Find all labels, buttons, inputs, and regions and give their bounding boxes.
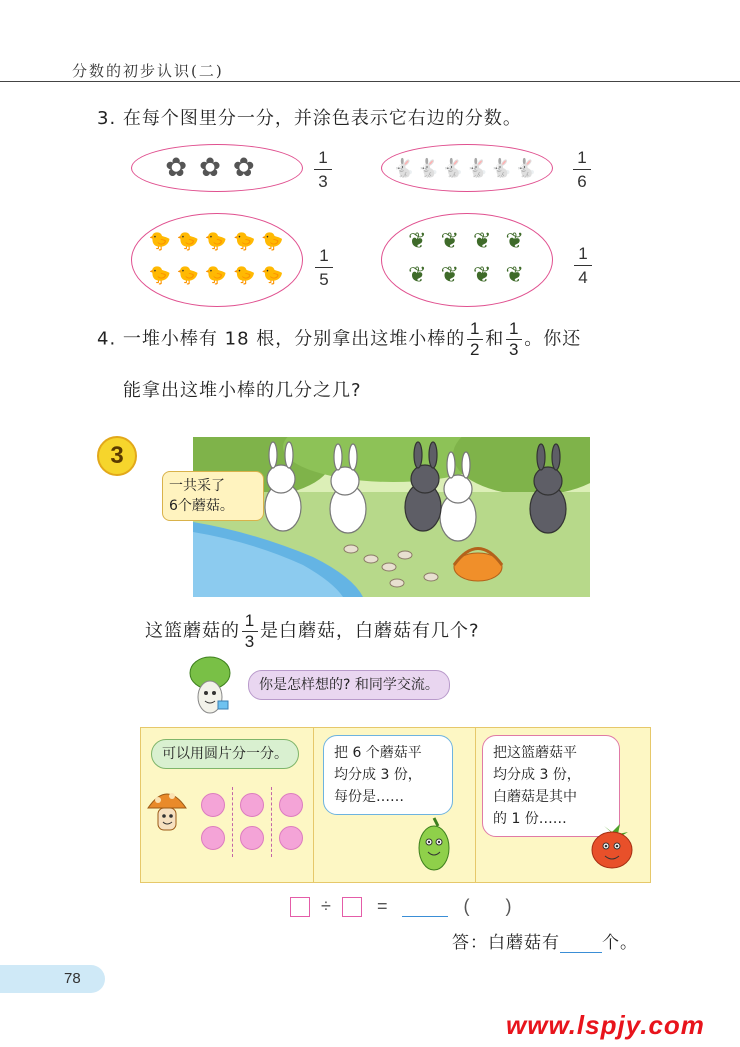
answer-line: 答：白蘑菇有 个。 (452, 933, 638, 953)
panel-divider (475, 728, 476, 882)
vegetable-mascot-icon (180, 655, 240, 720)
panel1-speech-bubble: 可以用圆片分一分。 (151, 739, 299, 769)
rabbit-icon: 🐇 (490, 157, 515, 179)
chick-icon: 🐤 (232, 265, 256, 286)
watermark-text: www.lspjy.com (506, 1010, 705, 1040)
fraction-one-third-q4: $\frac{1}{3}$ (506, 320, 522, 359)
flower-icon: ✿ (165, 153, 200, 183)
flower-icon: ✿ (199, 153, 233, 183)
question-4-line1: 4. 一堆小棒有 18 根，分别拿出这堆小棒的 $\frac{1}{2}$ 和 $\frac{1}{3}$ 。你还 (97, 319, 582, 359)
rabbit-icon: 🐇 (392, 157, 418, 179)
rabbit-icon: 🐇 (441, 157, 466, 179)
fraction-one-sixth: 1 6 (573, 148, 591, 191)
fraction-one-third-example: $\frac{1}{3}$ (242, 612, 258, 651)
page-number: 78 (64, 970, 81, 987)
flower-icon: ✿ (232, 153, 267, 183)
fraction-one-half: $\frac{1}{2}$ (467, 320, 483, 359)
fraction-one-quarter: 1 4 (574, 244, 592, 287)
vegetable-icon: ❦ (440, 263, 459, 288)
flower-icons (151, 150, 281, 186)
divisor-box[interactable] (342, 897, 362, 917)
scene-speech-bubble: 一共采了 6个蘑菇。 (162, 471, 264, 521)
panel3-speech-bubble: 把这篮蘑菇平 均分成 3 份， 白蘑菇是其中 的 1 份…… (482, 735, 620, 837)
chick-icons (146, 222, 286, 296)
example-number-badge: 3 (97, 436, 137, 476)
paper-circle (201, 793, 225, 817)
panel2-speech-bubble: 把 6 个蘑菇平 均分成 3 份， 每份是…… (323, 735, 453, 815)
pepper-character-icon (410, 814, 458, 874)
rabbit-icons (391, 150, 541, 186)
vegetable-icon: ❦ (505, 263, 524, 288)
division-equation: ÷ = ( ) (290, 896, 511, 917)
vegetable-icon: ❦ (473, 229, 492, 254)
question-4-line2: 能拿出这堆小棒的几分之几? (123, 380, 362, 401)
vegetable-icon: ❦ (440, 229, 459, 254)
vegetable-icon: ❦ (473, 263, 492, 288)
page-number-tab (0, 965, 105, 993)
vegetable-icon: ❦ (505, 229, 524, 254)
result-blank[interactable] (402, 898, 448, 917)
chick-icon: 🐤 (176, 265, 200, 286)
paper-circle (240, 826, 264, 850)
fraction-one-third: 1 3 (314, 148, 332, 191)
page-header: 分数的初步认识(二) (72, 62, 224, 80)
vegetable-icon: ❦ (408, 263, 427, 288)
dividend-box[interactable] (290, 897, 310, 917)
chick-icon: 🐤 (261, 265, 284, 286)
vegetable-icons (401, 222, 531, 296)
chick-icon: 🐤 (176, 231, 200, 252)
chick-icon: 🐤 (232, 231, 256, 252)
rabbit-icon: 🐇 (466, 157, 491, 179)
question-3-text: 3. 在每个图里分一分，并涂色表示它右边的分数。 (97, 108, 522, 129)
chick-icon: 🐤 (204, 231, 228, 252)
example-question: 这篮蘑菇的 $\frac{1}{3}$ 是白蘑菇，白蘑菇有几个? (145, 611, 480, 651)
fraction-one-fifth: 1 5 (315, 246, 333, 289)
chick-icon: 🐤 (261, 231, 284, 252)
paper-circle (240, 793, 264, 817)
paper-circle (279, 793, 303, 817)
chick-icon: 🐤 (148, 265, 171, 286)
paper-circle (201, 826, 225, 850)
answer-blank[interactable] (560, 934, 602, 953)
discussion-prompt-bubble: 你是怎样想的? 和同学交流。 (248, 670, 450, 700)
header-divider (0, 81, 740, 82)
paper-circle (279, 826, 303, 850)
panel-divider (313, 728, 314, 882)
rabbit-icon: 🐇 (514, 157, 540, 179)
chick-icon: 🐤 (148, 231, 171, 252)
vegetable-icon: ❦ (408, 229, 427, 254)
rabbit-icon: 🐇 (417, 157, 442, 179)
dividing-line (232, 787, 233, 857)
chick-icon: 🐤 (204, 265, 228, 286)
tomato-character-icon (584, 818, 640, 872)
dividing-line (271, 787, 272, 857)
mushroom-character-icon (144, 784, 190, 840)
